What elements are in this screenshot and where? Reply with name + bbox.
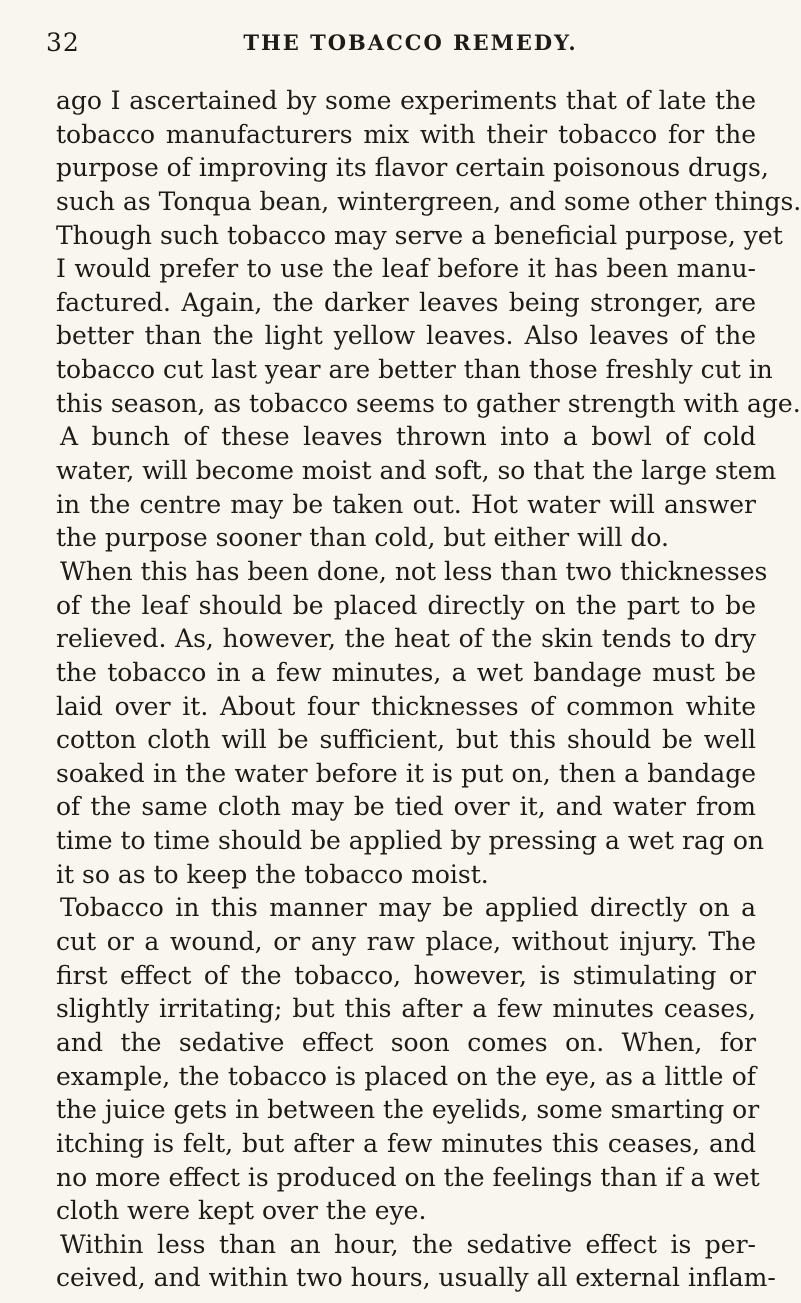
running-title: THE TOBACCO REMEDY. bbox=[243, 30, 578, 55]
text-line: first effect of the tobacco, however, is stimulating or bbox=[56, 960, 756, 990]
text-line: Within less than an hour, the sedative effect is per- bbox=[60, 1229, 756, 1259]
text-line: no more effect is produced on the feelings than if a wet bbox=[56, 1162, 760, 1192]
text-line: When this has been done, not less than two thicknesses bbox=[60, 556, 768, 586]
text-line: such as Tonqua bean, wintergreen, and some other things. bbox=[56, 186, 801, 216]
text-line: this season, as tobacco seems to gather strength with age. bbox=[56, 388, 801, 418]
page-number: 32 bbox=[46, 28, 80, 57]
text-line: itching is felt, but after a few minutes this ceases, and bbox=[56, 1128, 756, 1158]
text-line: of the same cloth may be tied over it, and water from bbox=[56, 792, 756, 822]
text-line: I would prefer to use the leaf before it has been manu- bbox=[56, 254, 756, 284]
text-line: ceived, and within two hours, usually all external inflam- bbox=[56, 1263, 776, 1293]
text-line: ago I ascertained by some experiments that of late the bbox=[56, 86, 756, 115]
text-line: the juice gets in between the eyelids, some smarting or bbox=[56, 1095, 760, 1125]
text-line: tobacco cut last year are better than those freshly cut in bbox=[56, 355, 773, 385]
text-line: tobacco manufacturers mix with their tobacco for the bbox=[56, 119, 756, 149]
page-header bbox=[46, 28, 755, 58]
text-line: cut or a wound, or any raw place, without injury. The bbox=[56, 927, 756, 957]
text-line: the tobacco in a few minutes, a wet bandage must be bbox=[56, 657, 756, 687]
text-line: laid over it. About four thicknesses of common white bbox=[56, 691, 756, 721]
text-line: better than the light yellow leaves. Also leaves of the bbox=[56, 321, 756, 351]
text-line: Though such tobacco may serve a beneficial purpose, yet bbox=[56, 220, 783, 250]
text-line: soaked in the water before it is put on, then a bandage bbox=[56, 758, 756, 788]
text-line: cloth were kept over the eye. bbox=[56, 1196, 427, 1226]
text-line: Tobacco in this manner may be applied directly on a bbox=[60, 893, 756, 923]
body-text bbox=[56, 84, 801, 1295]
text-line: of the leaf should be placed directly on the part to be bbox=[56, 590, 756, 620]
text-line: example, the tobacco is placed on the eye, as a little of bbox=[56, 1061, 756, 1091]
text-line: time to time should be applied by pressing a wet rag on bbox=[56, 826, 764, 856]
text-line: water, will become moist and soft, so that the large stem bbox=[56, 456, 777, 486]
text-line: relieved. As, however, the heat of the skin tends to dry bbox=[56, 624, 756, 654]
text-line: cotton cloth will be sufficient, but this should be well bbox=[56, 725, 756, 755]
text-line: the purpose sooner than cold, but either will do. bbox=[56, 523, 669, 553]
text-line: it so as to keep the tobacco moist. bbox=[56, 859, 489, 889]
text-line: slightly irritating; but this after a few minutes ceases, bbox=[56, 994, 756, 1024]
text-line: factured. Again, the darker leaves being stronger, are bbox=[56, 287, 756, 317]
text-line: A bunch of these leaves thrown into a bowl of cold bbox=[60, 422, 756, 452]
text-line: purpose of improving its flavor certain poisonous drugs, bbox=[56, 153, 769, 183]
text-line: and the sedative effect soon comes on. When, for bbox=[56, 1027, 756, 1057]
text-line: in the centre may be taken out. Hot water will answer bbox=[56, 489, 756, 519]
